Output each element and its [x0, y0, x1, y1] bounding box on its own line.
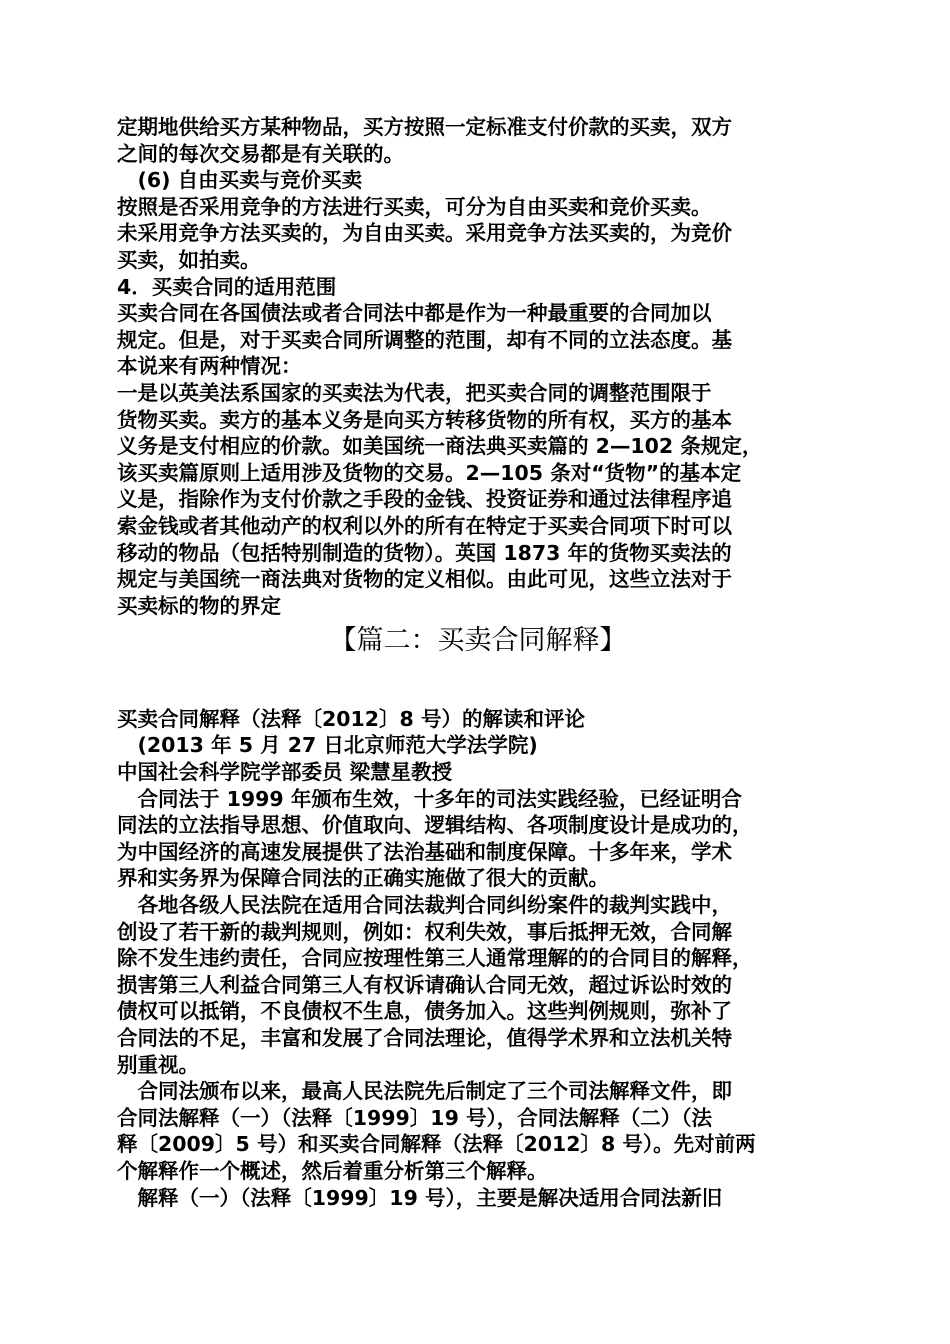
text-line: 货物买卖。卖方的基本义务是向买方转移货物的所有权，买方的基本 — [117, 407, 732, 432]
text-line: 按照是否采用竞争的方法进行买卖，可分为自由买卖和竞价买卖。 — [117, 194, 712, 219]
text-line: 买卖合同解释（法释〔2012〕8 号）的解读和评论 — [117, 706, 585, 731]
text-line: (2013 年 5 月 27 日北京师范大学法学院) — [117, 733, 538, 758]
text-line: 个解释作一个概述，然后着重分析第三个解释。 — [117, 1158, 548, 1183]
text-line: 各地各级人民法院在适用合同法裁判合同纠纷案件的裁判实践中， — [117, 893, 732, 918]
text-line: 规定与美国统一商法典对货物的定义相似。由此可见，这些立法对于 — [117, 567, 732, 592]
text-line: 义务是支付相应的价款。如美国统一商法典买卖篇的 2—102 条规定， — [117, 434, 763, 459]
text-line: (6) 自由买卖与竞价买卖 — [117, 168, 363, 193]
text-line: 移动的物品（包括特别制造的货物）。英国 1873 年的货物买卖法的 — [117, 540, 732, 565]
text-line: 本说来有两种情况： — [117, 354, 302, 379]
text-line: 中国社会科学院学部委员 梁慧星教授 — [117, 760, 453, 785]
text-line: 别重视。 — [117, 1052, 199, 1077]
text-line: 4．买卖合同的适用范围 — [117, 274, 337, 299]
text-line: 合同法解释（一）（法释〔1999〕19 号），合同法解释（二）（法 — [117, 1105, 712, 1130]
text-line: 义是，指除作为支付价款之手段的金钱、投资证券和通过法律程序追 — [117, 487, 732, 512]
text-line: 该买卖篇原则上适用涉及货物的交易。2—105 条对“货物”的基本定 — [117, 460, 742, 485]
text-line: 索金钱或者其他动产的权利以外的所有在特定于买卖合同项下时可以 — [117, 513, 732, 538]
text-line: 合同法于 1999 年颁布生效，十多年的司法实践经验，已经证明合 — [117, 786, 742, 811]
text-line: 合同法的不足，丰富和发展了合同法理论，值得学术界和立法机关特 — [117, 1026, 732, 1050]
text-line: 定期地供给买方某种物品，买方按照一定标准支付价款的买卖，双方 — [117, 115, 732, 139]
text-line — [117, 679, 839, 706]
text-line: 买卖，如拍卖。 — [117, 247, 261, 272]
text-line: 一是以英美法系国家的买卖法为代表，把买卖合同的调整范围限于 — [117, 380, 712, 405]
text-line: 为中国经济的高速发展提供了法治基础和制度保障。十多年来，学术 — [117, 839, 732, 864]
section-contract-types — [117, 114, 839, 619]
text-line: 买卖标的物的界定 — [117, 593, 281, 618]
text-line: 同法的立法指导思想、价值取向、逻辑结构、各项制度设计是成功的， — [117, 813, 753, 838]
text-line: 买卖合同在各国债法或者合同法中都是作为一种最重要的合同加以 — [117, 301, 712, 326]
text-line: 释〔2009〕5 号）和买卖合同解释（法释〔2012〕8 号）。先对前两 — [117, 1132, 756, 1157]
text-line: 债权可以抵销，不良债权不生息，债务加入。这些判例规则，弥补了 — [117, 999, 732, 1024]
text-line: 界和实务界为保障合同法的正确实施做了很大的贡献。 — [117, 866, 609, 891]
text-line: 解释（一）（法释〔1999〕19 号），主要是解决适用合同法新旧 — [117, 1185, 723, 1210]
text-line: 之间的每次交易都是有关联的。 — [117, 141, 404, 166]
text-line: 损害第三人利益合同第三人有权诉请确认合同无效，超过诉讼时效的 — [117, 972, 732, 997]
text-line: 规定。但是，对于买卖合同所调整的范围，却有不同的立法态度。基 — [117, 327, 732, 352]
text-line: 除不发生违约责任，合同应按理性第三人通常理解的的合同目的解释， — [117, 946, 753, 971]
text-line: 创设了若干新的裁判规则，例如：权利失效，事后抵押无效，合同解 — [117, 919, 732, 944]
text-line: 未采用竞争方法买卖的，为自由买卖。采用竞争方法买卖的，为竞价 — [117, 221, 732, 246]
text-line: 合同法颁布以来，最高人民法院先后制定了三个司法解释文件，即 — [117, 1079, 732, 1104]
section-heading: 【篇二：买卖合同解释】 — [329, 625, 627, 657]
section-contract-interpretation — [117, 679, 839, 1211]
document-body — [117, 114, 839, 1211]
